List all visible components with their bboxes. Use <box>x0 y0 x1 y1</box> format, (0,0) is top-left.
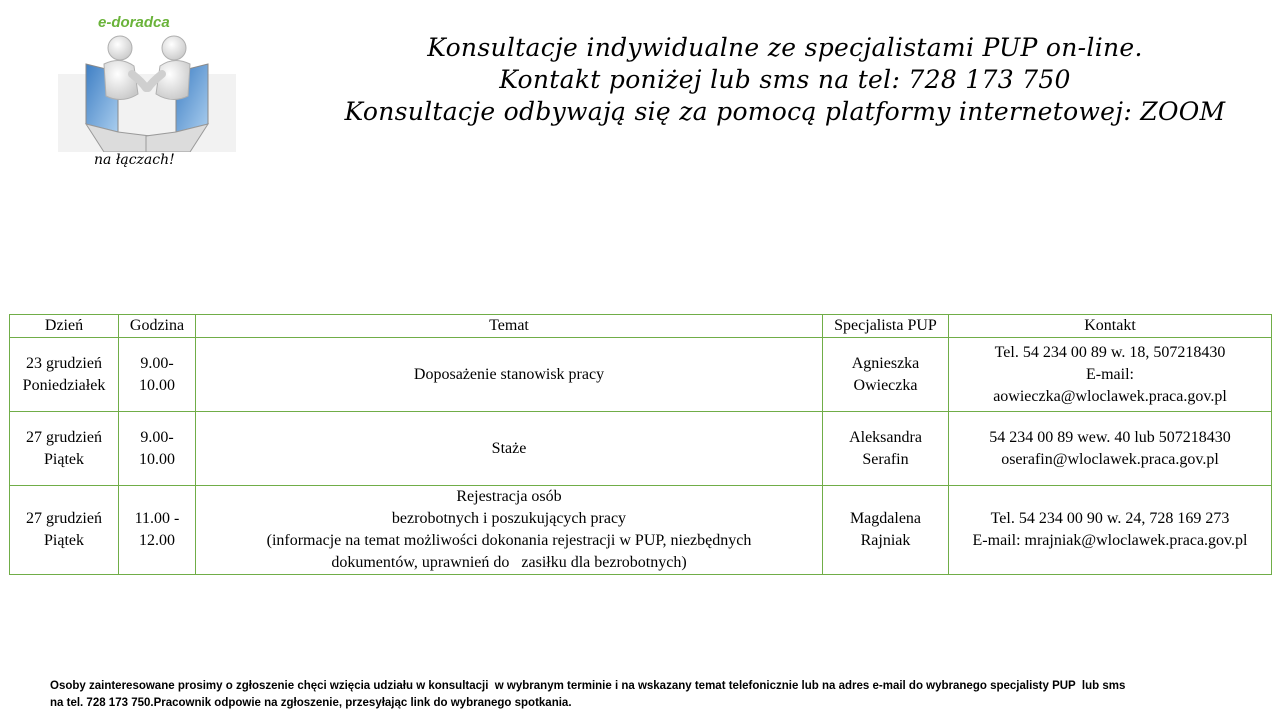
column-header-contact: Kontakt <box>949 315 1272 338</box>
day-date: 27 grudzień <box>26 428 102 446</box>
topic-line: dokumentów, uprawnień do zasiłku dla bezrobotnych) <box>331 554 687 571</box>
specialist-first-name: Agnieszka <box>851 354 920 372</box>
topic-line: bezrobotnych i poszukujących pracy <box>391 510 627 527</box>
day-weekday: Piątek <box>44 532 84 549</box>
time-end: 10.00 <box>139 376 175 394</box>
day-cell <box>10 338 119 412</box>
day-date: 23 grudzień <box>26 354 102 372</box>
time-end: 12.00 <box>139 532 175 549</box>
time-cell <box>119 338 196 412</box>
header-line-1: Konsultacje indywidualne ze specjalistami PUP on-line. <box>427 33 1143 62</box>
column-header-time: Godzina <box>119 315 196 338</box>
time-start: 9.00- <box>140 354 174 372</box>
topic-line: Doposażenie stanowisk pracy <box>413 365 605 383</box>
page-header <box>290 32 1280 128</box>
footer-note <box>50 678 1250 712</box>
contact-phone: Tel. 54 234 00 90 w. 24, 728 169 273 <box>990 510 1230 527</box>
e-doradca-logo <box>58 12 238 172</box>
specialist-last-name: Rajniak <box>860 532 911 549</box>
column-header-specialist: Specjalista PUP <box>823 315 949 338</box>
specialist-first-name: Aleksandra <box>849 428 922 446</box>
day-weekday: Poniedziałek <box>22 376 106 394</box>
consultation-schedule-table <box>9 314 1272 575</box>
time-end: 10.00 <box>139 450 175 468</box>
topic-line: (informacje na temat możliwości dokonania rejestracji w PUP, niezbędnych <box>266 532 752 549</box>
logo-title: e-doradca <box>98 14 170 31</box>
table-header-row <box>10 315 1272 338</box>
day-date: 27 grudzień <box>26 510 102 527</box>
topic-cell <box>196 486 823 575</box>
specialist-cell <box>823 338 949 412</box>
contact-cell <box>949 412 1272 486</box>
topic-line: Rejestracja osób <box>456 488 562 505</box>
table-row <box>10 486 1272 575</box>
day-cell <box>10 412 119 486</box>
contact-phone: Tel. 54 234 00 89 w. 18, 507218430 <box>994 343 1226 361</box>
contact-email[interactable]: aowieczka@wloclawek.praca.gov.pl <box>993 387 1227 405</box>
time-start: 11.00 - <box>134 510 180 527</box>
footer-line-2: na tel. 728 173 750.Pracownik odpowie na zgłoszenie, przesyłając link do wybranego spotkania. <box>50 697 572 709</box>
topic-cell <box>196 412 823 486</box>
day-weekday: Piątek <box>44 450 84 468</box>
time-start: 9.00- <box>140 428 174 446</box>
specialist-cell <box>823 412 949 486</box>
topic-line: Staże <box>491 439 527 457</box>
column-header-day: Dzień <box>10 315 119 338</box>
topic-cell <box>196 338 823 412</box>
footer-line-1: Osoby zainteresowane prosimy o zgłoszenie chęci wzięcia udziału w konsultacji w wybranym terminie i na wskazany temat telefonicznie lub na adres e-mail do wybranego specjalisty PUP lub sms <box>50 680 1126 692</box>
contact-cell <box>949 338 1272 412</box>
contact-email-label: E-mail: <box>1086 365 1134 383</box>
specialist-last-name: Owieczka <box>853 376 918 394</box>
contact-email[interactable]: E-mail: mrajniak@wloclawek.praca.gov.pl <box>972 532 1248 549</box>
contact-phone: 54 234 00 89 wew. 40 lub 507218430 <box>989 428 1231 446</box>
specialist-cell <box>823 486 949 575</box>
day-cell <box>10 486 119 575</box>
time-cell <box>119 486 196 575</box>
contact-cell <box>949 486 1272 575</box>
time-cell <box>119 412 196 486</box>
specialist-last-name: Serafin <box>862 450 909 468</box>
specialist-first-name: Magdalena <box>849 510 922 527</box>
contact-email[interactable]: oserafin@wloclawek.praca.gov.pl <box>1001 450 1219 468</box>
handshake-laptops-icon <box>58 34 236 152</box>
header-line-3: Konsultacje odbywają się za pomocą platformy internetowej: ZOOM <box>344 97 1226 126</box>
table-row <box>10 338 1272 412</box>
table-row <box>10 412 1272 486</box>
header-line-2: Kontakt poniżej lub sms na tel: 728 173 750 <box>499 65 1071 94</box>
column-header-topic: Temat <box>196 315 823 338</box>
logo-tagline: na łączach! <box>94 152 175 168</box>
